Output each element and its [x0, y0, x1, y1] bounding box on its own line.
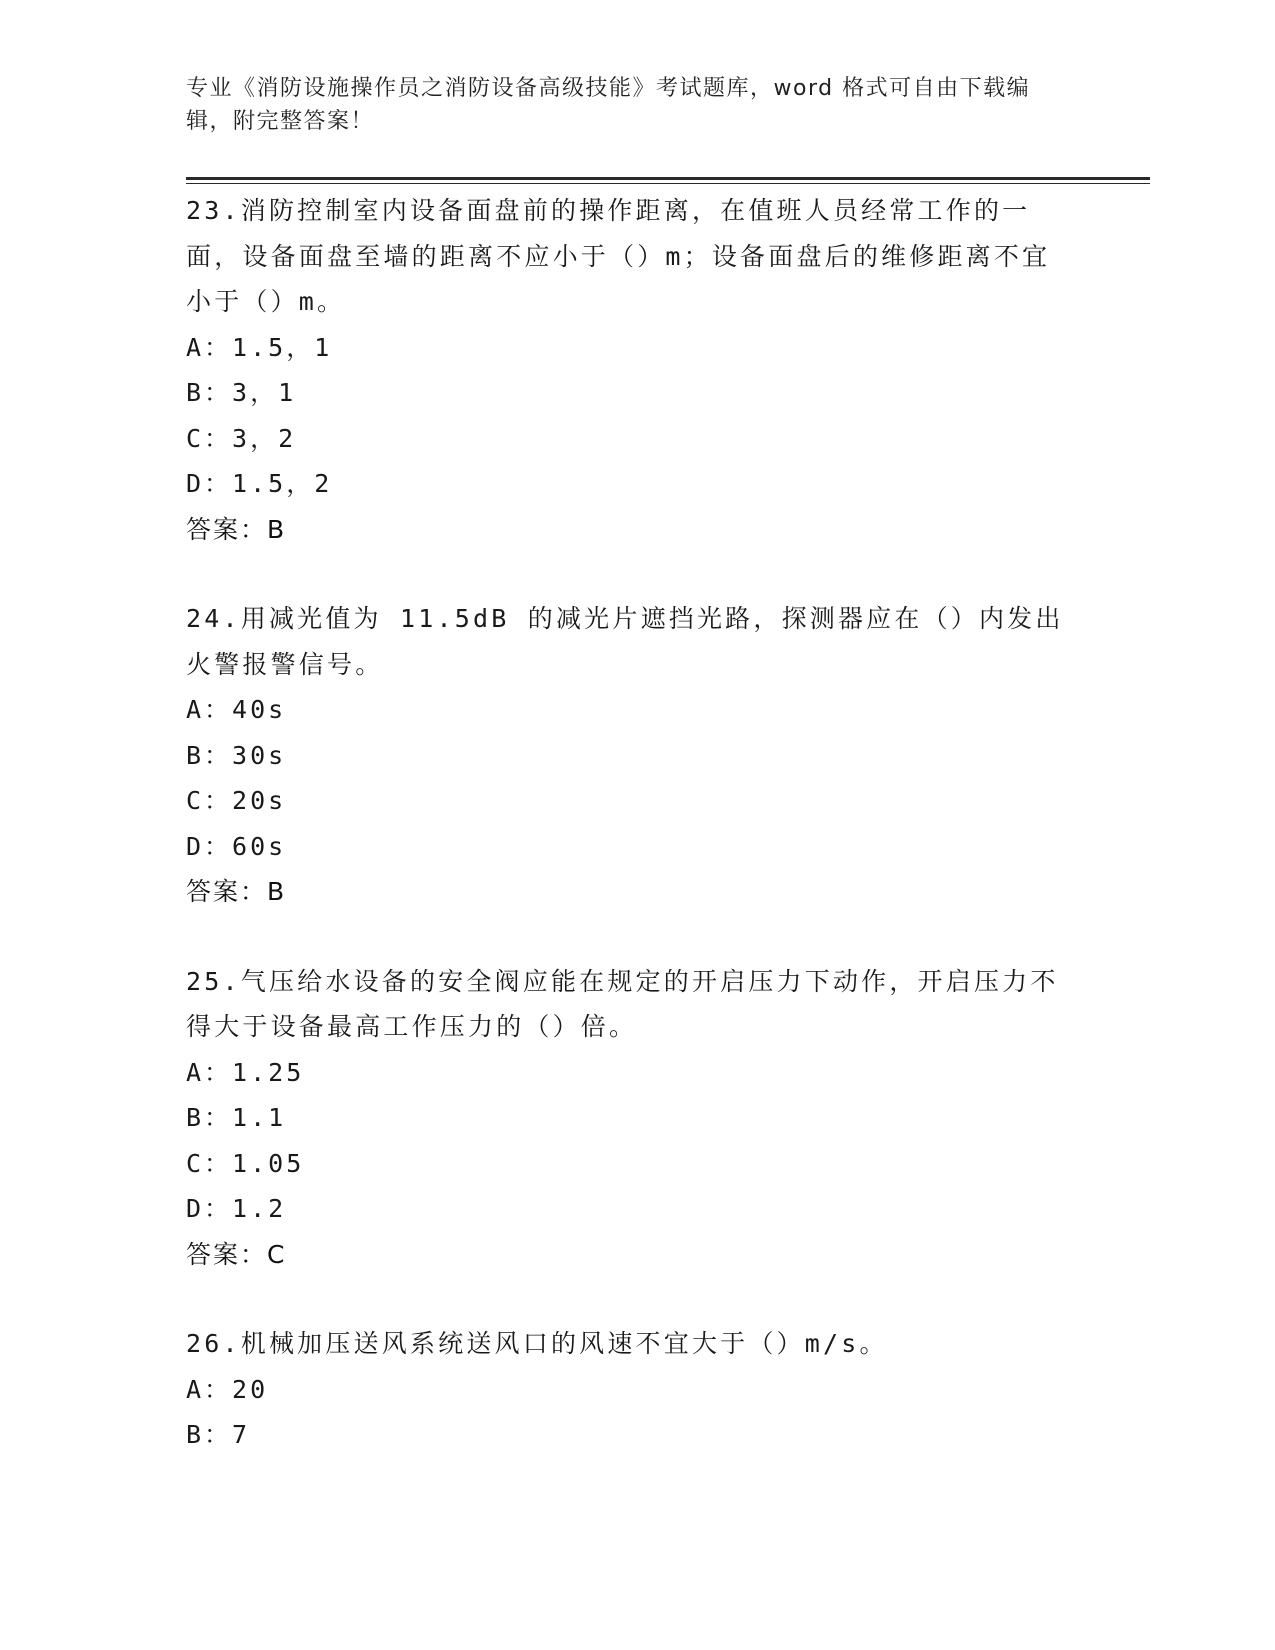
question-spacer — [186, 1277, 1076, 1321]
document-header: 专业《消防设施操作员之消防设备高级技能》考试题库，word 格式可自由下载编辑，附完整答案！ — [186, 76, 1031, 134]
header-divider-thick — [186, 177, 1150, 180]
option-c: C：3，2 — [186, 423, 297, 453]
question-stem: 24.用减光值为 11.5dB 的减光片遮挡光路，探测器应在（）内发出火警报警信号。 — [186, 604, 1064, 679]
option-c: C：1.05 — [186, 1148, 305, 1178]
question-stem: 26.机械加压送风系统送风口的风速不宜大于（）m/s。 — [186, 1329, 888, 1358]
question-25 — [186, 959, 1076, 1278]
answer-line: 答案：C — [186, 1239, 287, 1269]
question-23 — [186, 188, 1076, 552]
option-a: A：20 — [186, 1374, 269, 1404]
option-c: C：20s — [186, 786, 287, 815]
option-a: A：40s — [186, 695, 287, 724]
option-a: A：1.25 — [186, 1057, 305, 1087]
answer-line: 答案：B — [186, 514, 287, 544]
question-26 — [186, 1321, 1076, 1458]
question-stem: 23.消防控制室内设备面盘前的操作距离，在值班人员经常工作的一面，设备面盘至墙的距离不应小于（）m；设备面盘后的维修距离不宜小于（）m。 — [186, 196, 1051, 316]
option-b: B：7 — [186, 1420, 251, 1449]
question-spacer — [186, 552, 1076, 596]
option-a: A：1.5，1 — [186, 332, 333, 362]
option-d: D：1.2 — [186, 1194, 287, 1223]
question-spacer — [186, 915, 1076, 959]
option-b: B：1.1 — [186, 1103, 287, 1132]
answer-line: 答案：B — [186, 877, 287, 906]
header-divider-thin — [186, 183, 1150, 184]
option-d: D：1.5，2 — [186, 469, 333, 498]
question-stem: 25.气压给水设备的安全阀应能在规定的开启压力下动作，开启压力不得大于设备最高工作压力的（）倍。 — [186, 966, 1059, 1041]
question-24 — [186, 596, 1076, 915]
question-list — [186, 188, 1076, 1458]
option-b: B：30s — [186, 740, 287, 770]
option-d: D：60s — [186, 831, 287, 861]
option-b: B：3，1 — [186, 378, 297, 407]
